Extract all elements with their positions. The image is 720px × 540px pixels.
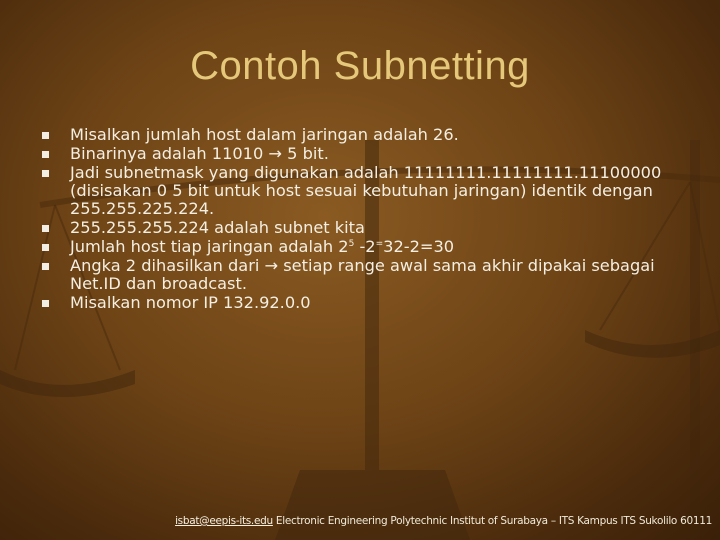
bullet-item [42, 238, 670, 256]
square-bullet-icon [42, 300, 49, 307]
square-bullet-icon [42, 132, 49, 139]
square-bullet-icon [42, 244, 49, 251]
square-bullet-icon [42, 170, 49, 177]
bullet-text: Misalkan jumlah host dalam jaringan adalah 26. [70, 125, 459, 144]
bullet-item [42, 219, 670, 237]
bullet-text-mid: -2 [354, 237, 376, 256]
bullet-text: 255.255.255.224 adalah subnet kita [70, 218, 365, 237]
bullet-item [42, 257, 670, 293]
slide-title: Contoh Subnetting [190, 44, 530, 88]
footer-email-link[interactable]: isbat@eepis-its.edu [175, 515, 273, 527]
bullet-list [42, 126, 670, 313]
bullet-item [42, 164, 670, 218]
bullet-text-post: 32-2=30 [383, 237, 455, 256]
superscript-equals: = [375, 239, 384, 249]
bullet-item [42, 294, 670, 312]
slide-footer [0, 515, 712, 527]
square-bullet-icon [42, 263, 49, 270]
footer-institution: Electronic Engineering Polytechnic Institut of Surabaya – ITS Kampus ITS Sukolilo 60111 [272, 515, 712, 527]
bullet-text-pre: Jumlah host tiap jaringan adalah 2 [70, 237, 349, 256]
bullet-text: Binarinya adalah 11010 → 5 bit. [70, 144, 329, 163]
exponent: 5 [348, 239, 355, 249]
bullet-text: Angka 2 dihasilkan dari → setiap range awal sama akhir dipakai sebagai Net.ID dan broadcast. [70, 256, 655, 293]
square-bullet-icon [42, 225, 49, 232]
bullet-text: Jadi subnetmask yang digunakan adalah 11111111.11111111.11100000 (disisakan 0 5 bit untuk host sesuai kebutuhan jaringan) identik dengan 255.255.225.224. [70, 163, 662, 218]
bullet-text: Misalkan nomor IP 132.92.0.0 [70, 293, 311, 312]
square-bullet-icon [42, 151, 49, 158]
bullet-item [42, 126, 670, 144]
bullet-item [42, 145, 670, 163]
